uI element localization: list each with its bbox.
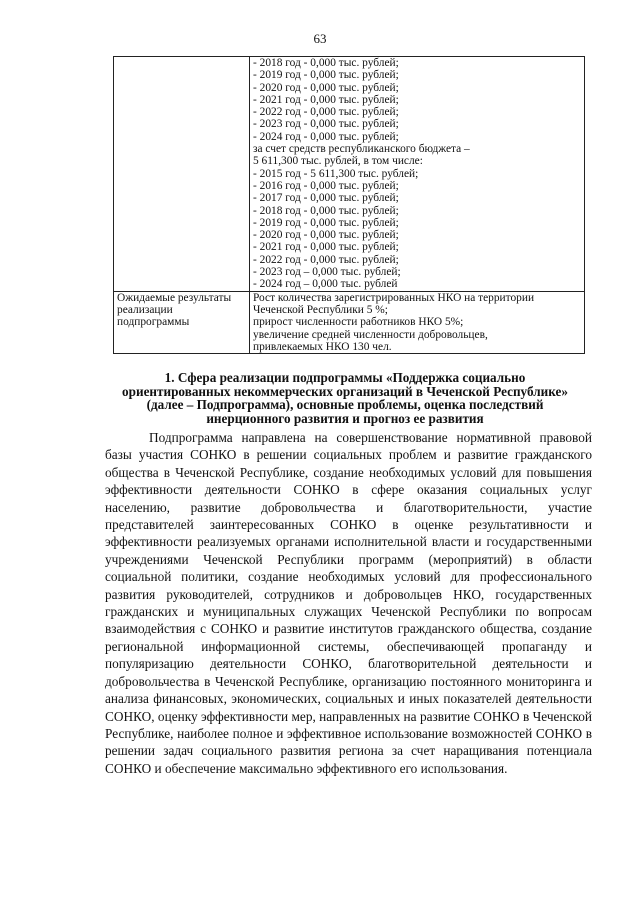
funding-line: - 2024 год - 0,000 тыс. рублей; xyxy=(253,130,399,143)
table-row-results xyxy=(114,291,585,353)
funding-line: - 2023 год - 0,000 тыс. рублей; xyxy=(253,118,399,131)
table-row-funding xyxy=(114,57,585,292)
funding-line: за счет средств республиканского бюджета – xyxy=(253,143,470,156)
body-paragraph: Подпрограмма направлена на совершенствование нормативной правовой базы участия СОНКО в решении социальных проблем и развитие гражданского общества в Чеченской Республике, создание необходимых условий для повышения эффективности деятельности СОНКО в сфере оказания социальных услуг населению, развитие добровольчества и благотворительности, участие представителей заинтересованных СОНКО в оценке результативности и эффективности реализуемых органами исполнительной власти и государственными учреждениями Чеченской Республики программ (мероприятий) в области социальной политики, создание необходимых условий для профессионального развития руководителей, сотрудников и добровольцев НКО, государственных гражданских и муниципальных служащих Чеченской Республики по вопросам взаимодействия с СОНКО и развитие институтов гражданского общества, создание региональной информационной системы, обеспечивающей пропаганду и популяризацию деятельности СОНКО, благотворительной деятельности и добровольчества в Чеченской Республике, организацию постоянного мониторинга и анализа финансовых, экономических, социальных и иных показателей деятельности СОНКО, оценку эффективности мер, направленных на развитие СОНКО в Чеченской Республике, наиболее полное и эффективное использование возможностей СОНКО в решении задач социального развития региона за счет наращивания потенциала СОНКО и обеспечение максимально эффективного его использования. xyxy=(105,430,592,776)
heading-line: 1. Сфера реализации подпрограммы «Поддержка социально xyxy=(164,370,526,385)
results-label: Ожидаемые результаты реализации подпрограммы xyxy=(114,291,250,353)
results-line: увеличение средней численности добровольцев, xyxy=(253,328,488,341)
funding-line: - 2016 год - 0,000 тыс. рублей; xyxy=(253,179,399,192)
results-line: Рост количества зарегистрированных НКО на территории xyxy=(253,291,535,304)
funding-line: - 2024 год – 0,000 тыс. рублей xyxy=(253,278,398,291)
funding-cell xyxy=(250,57,585,292)
passport-table xyxy=(113,56,585,354)
funding-line: - 2022 год - 0,000 тыс. рублей; xyxy=(253,106,399,119)
results-line: привлекаемых НКО 130 чел. xyxy=(253,340,392,353)
results-line: прирост численности работников НКО 5%; xyxy=(253,316,464,329)
funding-line: - 2018 год - 0,000 тыс. рублей; xyxy=(253,204,399,217)
heading-line: инерционного развития и прогноз ее развития xyxy=(206,410,484,426)
funding-line: - 2020 год - 0,000 тыс. рублей; xyxy=(253,81,399,94)
page-number: 63 xyxy=(313,31,327,46)
funding-line: - 2022 год - 0,000 тыс. рублей; xyxy=(253,253,399,266)
heading-line: ориентированных некоммерческих организаций в Чеченской Республике» xyxy=(122,383,568,399)
table-cell-empty xyxy=(114,57,250,292)
funding-line: - 2018 год - 0,000 тыс. рублей; xyxy=(253,57,399,69)
results-line: Чеченской Республики 5 %; xyxy=(253,303,388,316)
funding-line: - 2021 год - 0,000 тыс. рублей; xyxy=(253,93,399,106)
funding-line: - 2019 год - 0,000 тыс. рублей; xyxy=(253,216,399,229)
heading-line: (далее – Подпрограмма), основные проблемы, оценка последствий xyxy=(146,397,544,413)
funding-line: - 2020 год - 0,000 тыс. рублей; xyxy=(253,229,399,242)
funding-line: - 2023 год – 0,000 тыс. рублей; xyxy=(253,266,401,279)
funding-line: - 2017 год - 0,000 тыс. рублей; xyxy=(253,192,399,205)
funding-line: - 2019 год - 0,000 тыс. рублей; xyxy=(253,69,399,82)
funding-line: - 2015 год - 5 611,300 тыс. рублей; xyxy=(253,167,419,180)
funding-line: - 2021 год - 0,000 тыс. рублей; xyxy=(253,241,399,254)
funding-line: 5 611,300 тыс. рублей, в том числе: xyxy=(253,155,423,168)
results-cell xyxy=(250,291,585,353)
section-heading xyxy=(100,371,590,425)
